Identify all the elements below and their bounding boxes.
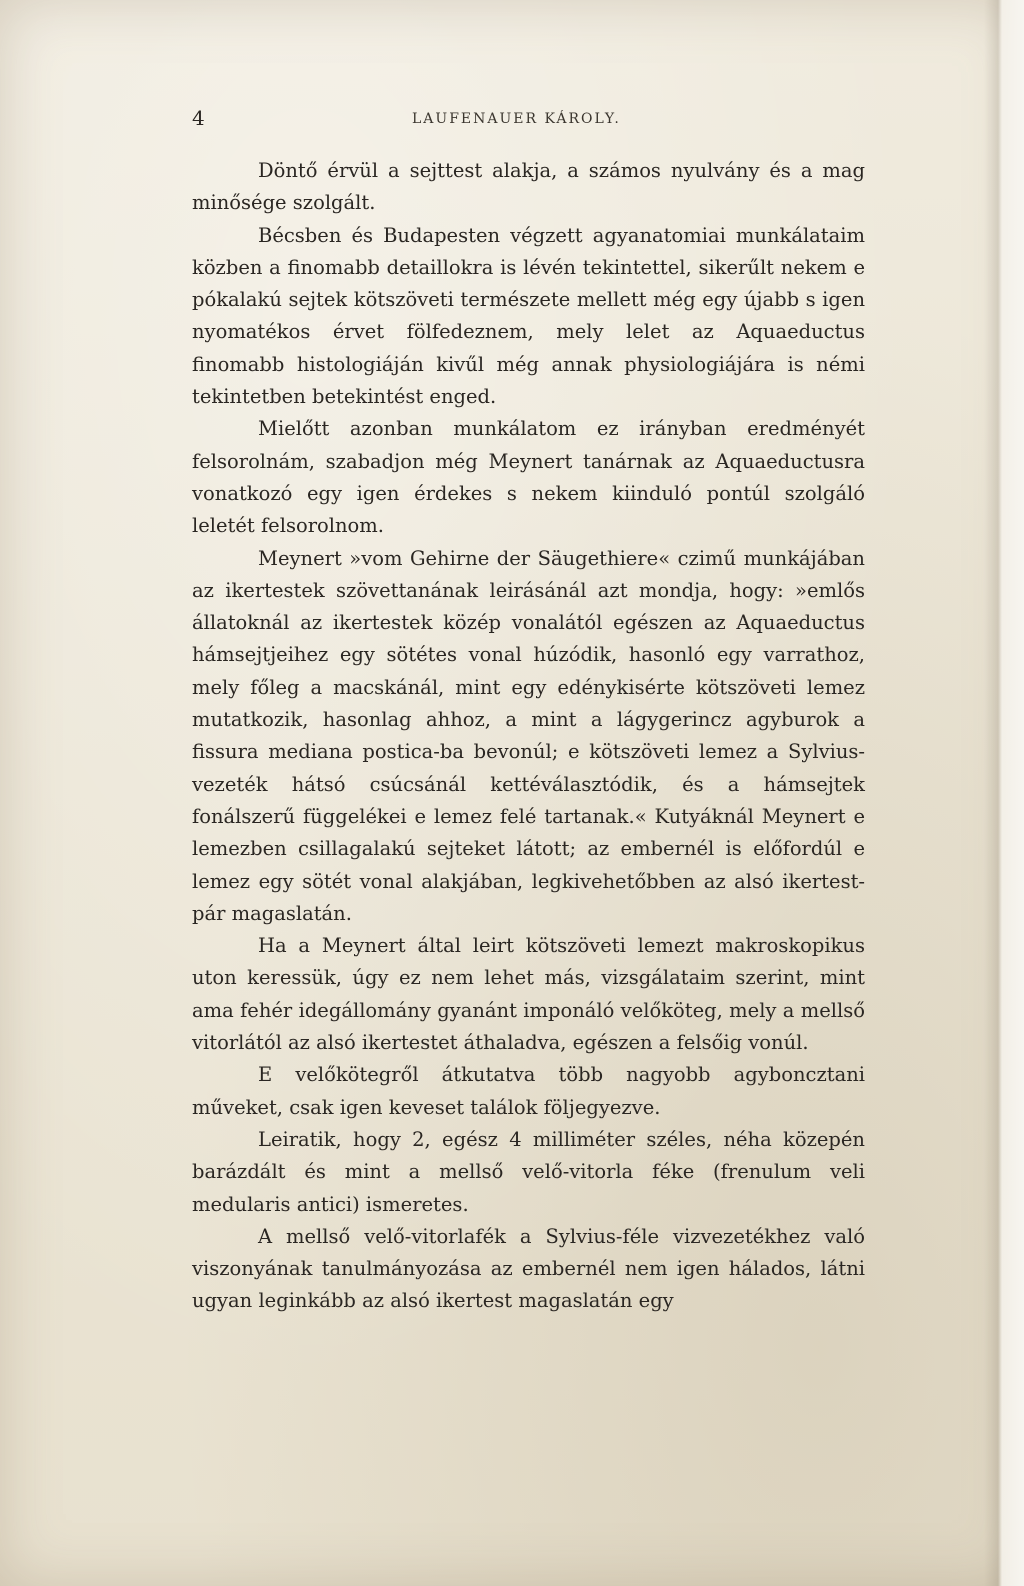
- paragraph: E velőkötegről átkutatva több nagyobb agyboncztani műveket, csak igen keveset találok följegyezve.: [192, 1063, 865, 1119]
- page-header: [192, 106, 865, 130]
- paragraph: Meynert »vom Gehirne der Säugethiere« czimű munkájában az ikertestek szövettanának leirásánál azt mondja, hogy: »emlős állatoknál az ikertestek közép vonalától egészen az Aquaeductus hámsejtjeihez egy sötétes vonal húzódik, hasonló egy varrathoz, mely főleg a macskánál, mint egy edénykisérte kötszöveti lemez mutatkozik, hasonlag ahhoz, a mint a lágygerincz agyburok a fissura mediana postica-ba bevonúl; e kötszöveti lemez a Sylvius-vezeték hátsó csúcsánál kettéválasztódik, és a hámsejtek fonálszerű függelékei e lemez felé tartanak.« Kutyáknál Meynert e lemezben csillagalakú sejteket látott; az embernél is előfordúl e lemez egy sötét vonal alakjában, legkivehetőbben az alsó ikertest-pár magaslatán.: [192, 546, 865, 925]
- paragraph: Mielőtt azonban munkálatom ez irányban eredményét felsorolnám, szabadjon még Meynert tanárnak az Aquaeductusra vonatkozó egy igen érdekes s nekem kiinduló pontúl szolgáló leletét felsorolnom.: [192, 417, 865, 538]
- body-text: [192, 155, 865, 1318]
- paragraph: Leiratik, hogy 2, egész 4 milliméter széles, néha közepén barázdált és mint a mellső velő-vitorla féke (frenulum veli medularis antici) ismeretes.: [192, 1127, 865, 1216]
- paragraph: Döntő érvül a sejttest alakja, a számos nyulvány és a mag minősége szolgált.: [192, 159, 865, 215]
- paragraph: A mellső velő-vitorlafék a Sylvius-féle vizvezetékhez való viszonyának tanulmányozása az embernél nem igen hálados, látni ugyan leginkább az alsó ikertest magaslatán egy: [192, 1224, 865, 1313]
- paragraph: Ha a Meynert által leirt kötszöveti lemezt makroskopikus uton keressük, úgy ez nem lehet más, vizsgálataim szerint, mint ama fehér idegállomány gyanánt imponáló velőköteg, mely a mellső vitorlától az alsó ikertestet áthaladva, egészen a felsőig vonúl.: [192, 934, 865, 1055]
- page-number: 4: [192, 106, 205, 130]
- running-head: LAUFENAUER KÁROLY.: [412, 111, 621, 127]
- page-edge: [984, 0, 1024, 1586]
- paragraph: Bécsben és Budapesten végzett agyanatomiai munkálataim közben a finomabb detaillokra is lévén tekintettel, sikerűlt nekem e pókalakú sejtek kötszöveti természete mellett még egy újabb s igen nyomatékos érvet fölfedeznem, mely lelet az Aquaeductus finomabb histologiáján kivűl még annak physiologiájára is némi tekintetben betekintést enged.: [192, 223, 865, 409]
